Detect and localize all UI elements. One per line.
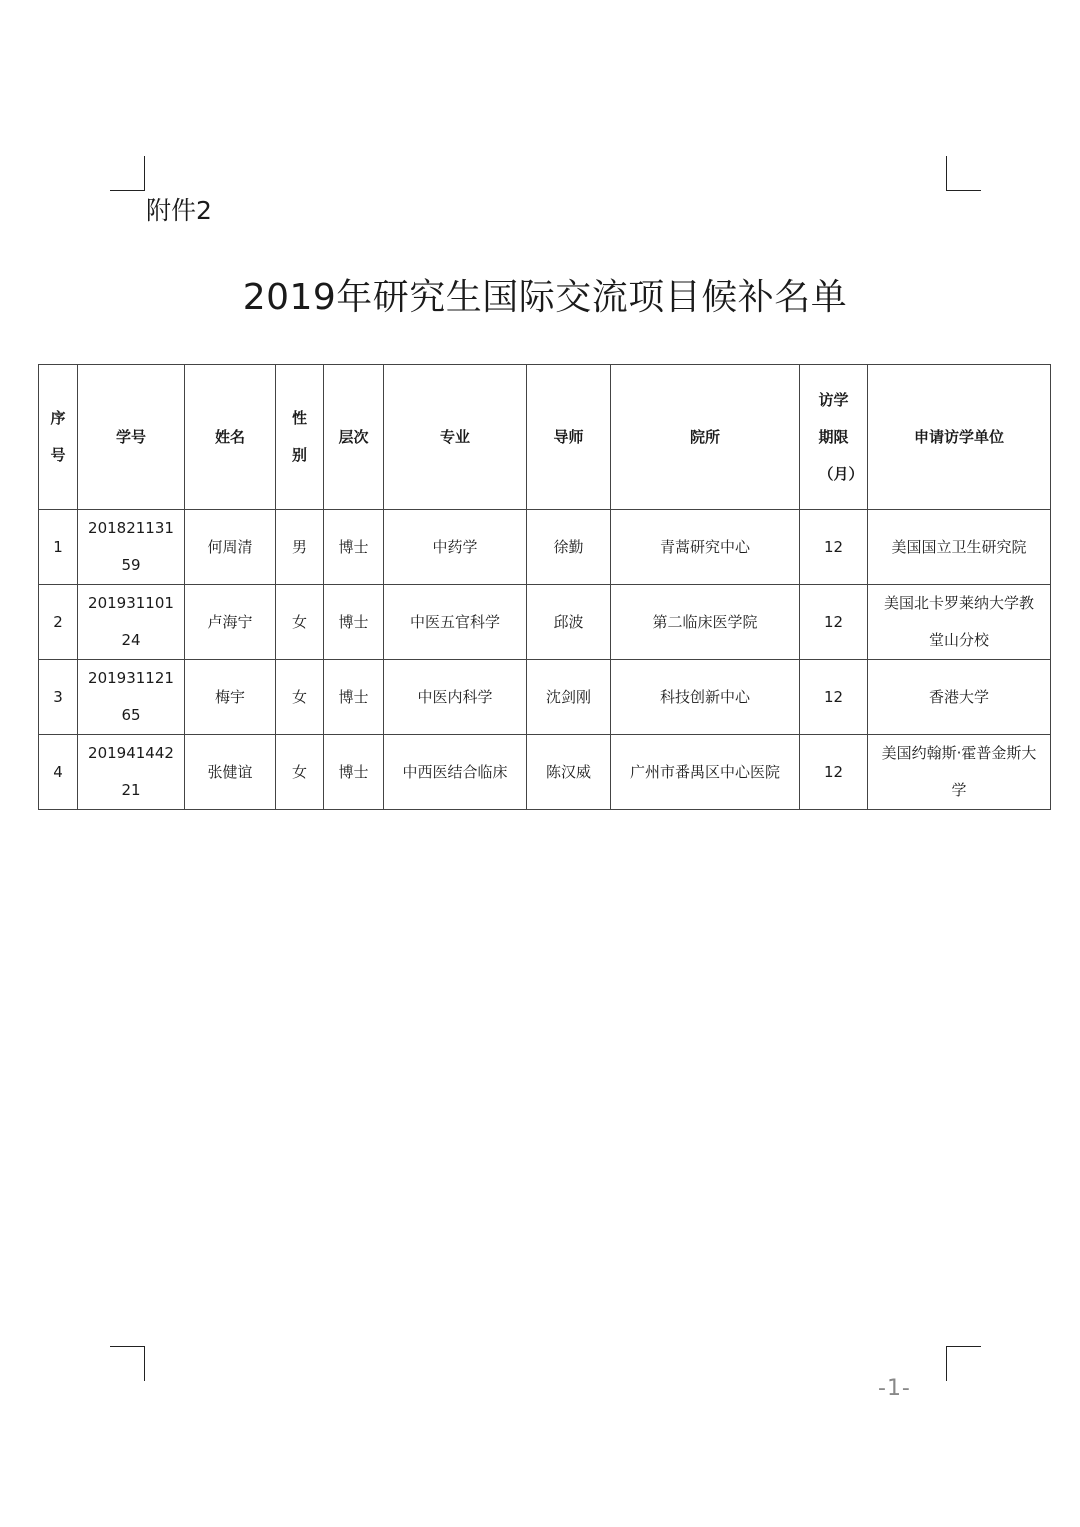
header-level: 层次 — [324, 365, 384, 510]
table-row — [39, 660, 1051, 735]
cell-host: 香港大学 — [868, 660, 1051, 735]
page-number: -1- — [878, 1376, 911, 1401]
cell-advisor: 邱波 — [527, 585, 611, 660]
table-row — [39, 510, 1051, 585]
cell-seq: 1 — [39, 510, 78, 585]
cell-advisor: 陈汉威 — [527, 735, 611, 810]
cell-major: 中药学 — [384, 510, 527, 585]
cell-major: 中西医结合临床 — [384, 735, 527, 810]
cell-gender: 女 — [276, 585, 324, 660]
header-name: 姓名 — [185, 365, 276, 510]
header-student-id: 学号 — [78, 365, 185, 510]
table-row — [39, 735, 1051, 810]
cell-student-id: 20193110124 — [78, 585, 185, 660]
header-gender: 性别 — [276, 365, 324, 510]
table-row — [39, 585, 1051, 660]
cell-student-id: 20193112165 — [78, 660, 185, 735]
cell-level: 博士 — [324, 510, 384, 585]
cell-name: 何周清 — [185, 510, 276, 585]
cell-gender: 女 — [276, 735, 324, 810]
cell-institute: 广州市番禺区中心医院 — [611, 735, 800, 810]
header-advisor: 导师 — [527, 365, 611, 510]
cell-duration: 12 — [800, 660, 868, 735]
table-header-row — [39, 365, 1051, 510]
crop-mark-bottom-left — [110, 1346, 145, 1381]
cell-seq: 4 — [39, 735, 78, 810]
crop-mark-top-right — [946, 156, 981, 191]
cell-seq: 3 — [39, 660, 78, 735]
cell-host: 美国国立卫生研究院 — [868, 510, 1051, 585]
cell-advisor: 徐勤 — [527, 510, 611, 585]
cell-major: 中医内科学 — [384, 660, 527, 735]
cell-student-id: 20194144221 — [78, 735, 185, 810]
cell-institute: 第二临床医学院 — [611, 585, 800, 660]
attachment-label: 附件2 — [146, 196, 212, 225]
header-seq: 序号 — [39, 365, 78, 510]
cell-level: 博士 — [324, 585, 384, 660]
document-title: 2019年研究生国际交流项目候补名单 — [242, 277, 848, 318]
header-institute: 院所 — [611, 365, 800, 510]
cell-student-id: 20182113159 — [78, 510, 185, 585]
cell-level: 博士 — [324, 660, 384, 735]
cell-major: 中医五官科学 — [384, 585, 527, 660]
cell-duration: 12 — [800, 585, 868, 660]
cell-host: 美国约翰斯·霍普金斯大学 — [868, 735, 1051, 810]
cell-duration: 12 — [800, 735, 868, 810]
cell-host: 美国北卡罗莱纳大学教堂山分校 — [868, 585, 1051, 660]
cell-level: 博士 — [324, 735, 384, 810]
header-major: 专业 — [384, 365, 527, 510]
crop-mark-bottom-right — [946, 1346, 981, 1381]
crop-mark-top-left — [110, 156, 145, 191]
header-duration: 访学期限（月） — [800, 365, 868, 510]
cell-institute: 青蒿研究中心 — [611, 510, 800, 585]
cell-name: 梅宇 — [185, 660, 276, 735]
cell-advisor: 沈剑刚 — [527, 660, 611, 735]
cell-name: 卢海宁 — [185, 585, 276, 660]
waitlist-table — [38, 364, 1051, 810]
cell-gender: 男 — [276, 510, 324, 585]
cell-institute: 科技创新中心 — [611, 660, 800, 735]
header-host: 申请访学单位 — [868, 365, 1051, 510]
cell-name: 张健谊 — [185, 735, 276, 810]
cell-gender: 女 — [276, 660, 324, 735]
cell-seq: 2 — [39, 585, 78, 660]
cell-duration: 12 — [800, 510, 868, 585]
